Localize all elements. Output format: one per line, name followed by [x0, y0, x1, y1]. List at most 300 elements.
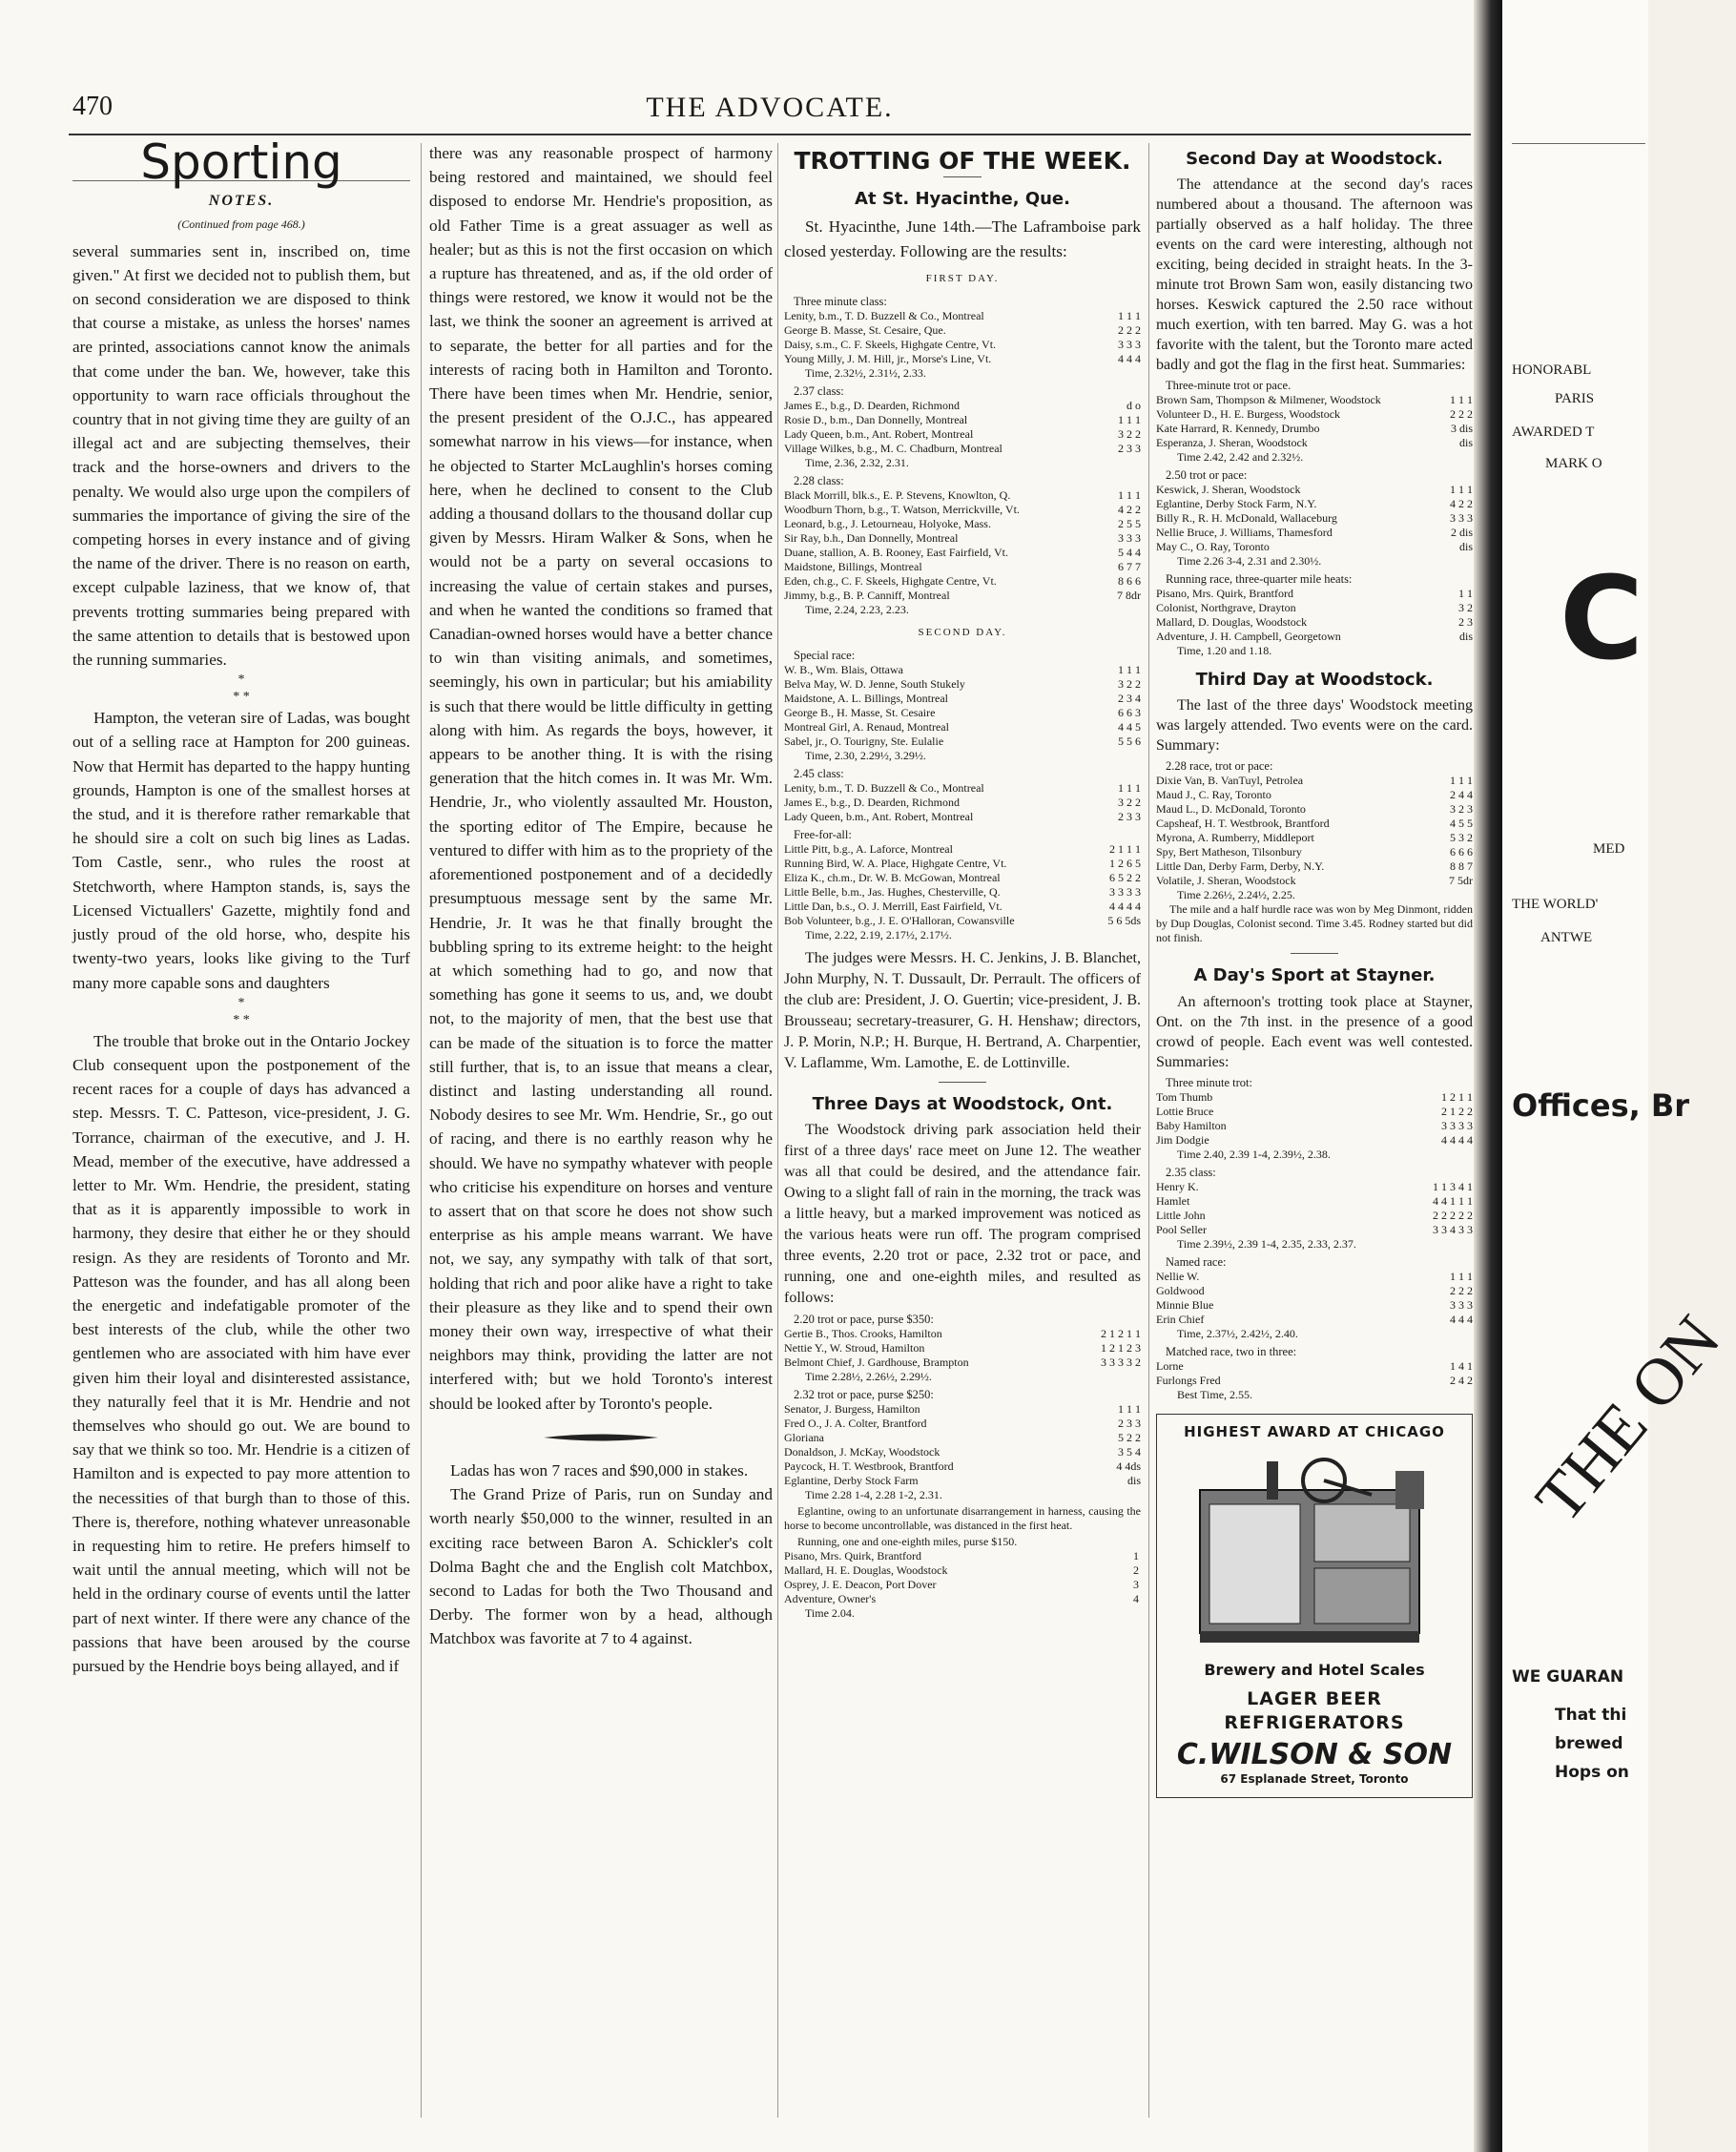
column-divider [777, 143, 778, 2118]
heat-placings: 1 4 1 [1450, 1358, 1473, 1373]
race-time: Time, 2.24, 2.23, 2.23. [805, 603, 909, 617]
race-time: Time 2.26½, 2.24½, 2.25. [1177, 888, 1295, 902]
result-row [784, 735, 1141, 749]
race-time: Time 2.26 3-4, 2.31 and 2.30½. [1177, 554, 1322, 569]
result-row [784, 720, 1141, 735]
result-row [784, 842, 1141, 857]
race-results [784, 1549, 1141, 1606]
heat-placings: 2 1 2 1 1 [1101, 1327, 1141, 1341]
column-divider [421, 143, 422, 2118]
result-row [1156, 1284, 1473, 1298]
heat-placings: 4 4 4 4 [1109, 900, 1141, 914]
facing-text: That thi [1555, 1706, 1627, 1725]
horse-entry: Woodburn Thorn, b.g., T. Watson, Merrickville, Vt. [784, 503, 1020, 517]
heat-placings: 1 1 [1458, 587, 1473, 601]
horse-entry: Young Milly, J. M. Hill, jr., Morse's Line, Vt. [784, 352, 992, 366]
horse-entry: Adventure, J. H. Campbell, Georgetown [1156, 630, 1341, 644]
heat-placings: 3 3 3 3 2 [1101, 1355, 1141, 1370]
result-row [1156, 1133, 1473, 1148]
horse-entry: Little Pitt, b.g., A. Laforce, Montreal [784, 842, 953, 857]
heat-placings: 2 1 2 2 [1441, 1104, 1473, 1118]
result-row [1156, 483, 1473, 497]
result-row [784, 1355, 1141, 1370]
result-row [784, 1549, 1141, 1563]
result-row [1156, 1270, 1473, 1284]
race-class-label: Named race: [1166, 1254, 1227, 1269]
horse-entry: Erin Chief [1156, 1312, 1205, 1326]
race-time: Time, 2.32½, 2.31½, 2.33. [805, 366, 926, 381]
heat-placings: 1 1 1 [1450, 1269, 1473, 1283]
horse-entry: Myrona, A. Rumberry, Middleport [1156, 831, 1314, 845]
race-results [1156, 759, 1473, 902]
result-row [784, 663, 1141, 677]
result-row [1156, 859, 1473, 874]
result-row [1156, 1374, 1473, 1388]
heat-placings: 3 2 2 [1118, 796, 1141, 810]
horse-entry: Volatile, J. Sheran, Woodstock [1156, 874, 1296, 888]
horse-entry: Colonist, Northgrave, Drayton [1156, 601, 1296, 615]
horse-entry: James E., b.g., D. Dearden, Richmond [784, 399, 960, 413]
result-row [784, 309, 1141, 323]
facing-text: AWARDED T [1512, 424, 1595, 440]
horse-entry: Adventure, Owner's [784, 1592, 877, 1606]
heat-placings: 5 2 2 [1118, 1431, 1141, 1445]
article-paragraph: The judges were Messrs. H. C. Jenkins, J. B. Blanchet, John Murphy, N. T. Dussault, Dr. Perrault. The officers of the club are: President, J. O. Guertin; vice-president, J. B. Brousseau; secretary-treasurer, G. H. Henshaw; directors, J. P. Morin, N.P.; H. Burque, H. Bertrand, A. Charpentier, V. Laflamme, Wm. Lamothe, E. de Lottinville. [784, 950, 1141, 1072]
ad-company: C.WILSON & SON [1176, 1738, 1453, 1772]
race-class-label: 2.37 class: [794, 384, 844, 399]
horse-entry: Henry K. [1156, 1179, 1199, 1193]
heat-placings: 8 8 7 [1450, 859, 1473, 874]
heat-placings: 7 5dr [1449, 874, 1473, 888]
first-day-label: FIRST DAY. [925, 272, 1000, 284]
horse-entry: Maidstone, Billings, Montreal [784, 560, 922, 574]
horse-entry: Lorne [1156, 1358, 1184, 1373]
horse-entry: George B. Masse, St. Cesaire, Que. [784, 323, 946, 338]
result-row [784, 574, 1141, 589]
heat-placings: dis [1458, 436, 1473, 450]
horse-entry: Duane, stallion, A. B. Rooney, East Fairfield, Vt. [784, 546, 1008, 560]
heat-placings: dis [1458, 540, 1473, 554]
race-time: Best Time, 2.55. [1177, 1387, 1253, 1401]
page-header [69, 88, 1471, 130]
race-class-label: 2.28 race, trot or pace: [1166, 759, 1273, 774]
race-time: Time 2.04. [805, 1606, 855, 1621]
heat-placings: d o [1126, 399, 1141, 413]
horse-entry: Eglantine, Derby Stock Farm, N.Y. [1156, 497, 1317, 511]
horse-entry: Running Bird, W. A. Place, Highgate Centre, Vt. [784, 857, 1007, 871]
heat-placings: 4 4ds [1116, 1459, 1141, 1474]
heat-placings: 4 2 2 [1118, 503, 1141, 517]
horse-entry: Eglantine, Derby Stock Farm [784, 1474, 919, 1488]
article-paragraph: The Grand Prize of Paris, run on Sunday and worth nearly $50,000 to the winner, resulted in an exciting race between Baron A. Schickler's colt Dolma Baght che and the English colt Matchbox, second to Ladas for both the Two Thousand and Derby. The former won by a head, although Matchbox was favorite at 7 to 4 against. [429, 1485, 773, 1648]
result-row [784, 857, 1141, 871]
result-row [784, 589, 1141, 603]
horse-entry: Little John [1156, 1208, 1206, 1222]
result-row [1156, 788, 1473, 802]
facing-text: MARK O [1545, 456, 1602, 471]
heat-placings: 2 4 2 [1450, 1373, 1473, 1387]
facing-text: THE ON [1521, 1302, 1735, 1537]
result-row [1156, 845, 1473, 859]
trotting-title: TROTTING OF THE WEEK. [794, 147, 1131, 175]
heat-placings: 3 2 2 [1118, 677, 1141, 692]
stayner-heading: A Day's Sport at Stayner. [1193, 965, 1436, 986]
heat-placings: 1 1 1 [1450, 393, 1473, 407]
result-row [1156, 497, 1473, 511]
horse-entry: Pool Seller [1156, 1222, 1207, 1236]
race-note: The mile and a half hurdle race was won by Meg Dinmont, ridden by Dup Douglas, Colonist second. Time 3.45. Rodney started but did not finish. [1156, 902, 1473, 945]
race-time: Time 2.42, 2.42 and 2.32½. [1177, 450, 1304, 465]
heat-placings: 2 4 4 [1450, 788, 1473, 802]
horse-entry: Gertie B., Thos. Crooks, Hamilton [784, 1327, 942, 1341]
horse-entry: Eden, ch.g., C. F. Skeels, Highgate Centre, Vt. [784, 574, 997, 589]
race-class-label: Matched race, two in three: [1166, 1344, 1297, 1358]
horse-entry: Belva May, W. D. Jenne, South Stukely [784, 677, 965, 692]
result-row [784, 338, 1141, 352]
result-row [784, 442, 1141, 456]
result-row [784, 1431, 1141, 1445]
race-class-label: 2.20 trot or pace, purse $350: [794, 1313, 934, 1327]
race-class-label: Three minute class: [794, 295, 887, 309]
result-row [784, 1341, 1141, 1355]
section-title: Sporting [140, 134, 342, 190]
horse-entry: Mallard, H. E. Douglas, Woodstock [784, 1563, 948, 1578]
result-row [1156, 630, 1473, 644]
race-class-label: 2.28 class: [794, 474, 844, 488]
third-day-heading: Third Day at Woodstock. [1195, 670, 1434, 691]
result-row [784, 503, 1141, 517]
horse-entry: Little Dan, b.s., O. J. Merrill, East Fairfield, Vt. [784, 900, 1002, 914]
ad-address: 67 Esplanade Street, Toronto [1220, 1771, 1409, 1786]
horse-entry: Belmont Chief, J. Gardhouse, Brampton [784, 1355, 969, 1370]
heat-placings: dis [1126, 1474, 1141, 1488]
result-row [784, 531, 1141, 546]
horse-entry: Jimmy, b.g., B. P. Canniff, Montreal [784, 589, 950, 603]
article-paragraph: several summaries sent in, inscribed on, time given." At first we decided not to publish them, but on second consideration we are disposed to think that course a mistake, as unless the horses' names are printed, associations cannot know the animals that come under the ban. We, however, take this opportunity to warn race officials throughout the country that in not giving time they are guilty of an illegal act and are subjecting themselves, their track and the horse-owners and drivers to the penalty. We would also urge upon the compilers of summaries the importance of giving the sire of the competing horses in every instance and of giving the name of the driver. There is no reason on earth, except culpable laziness, that we know of, that prevents trotting summaries being prepared with the same attention to details that is bestowed upon the running summaries. [72, 241, 410, 670]
result-row [1156, 511, 1473, 526]
result-row [784, 352, 1141, 366]
result-row [784, 796, 1141, 810]
heat-placings: 1 2 1 2 3 [1101, 1341, 1141, 1355]
horse-entry: Little Dan, Derby Farm, Derby, N.Y. [1156, 859, 1325, 874]
column-trotting [784, 141, 1141, 1621]
race-time: Time, 2.22, 2.19, 2.17½, 2.17½. [805, 928, 952, 942]
result-row [784, 706, 1141, 720]
heat-placings: 2 3 3 [1118, 442, 1141, 456]
article-paragraph: The attendance at the second day's races numbered about a thousand. The afternoon was partially observed as a half holiday. The three events on the card were interesting, although not exciting, being decided in straight heats. In the 3-minute trot Brown Sam won, easily distancing two horses. Keswick captured the 2.50 race without much exertion, with ten barred. May G. was a hot favorite with the talent, but the Toronto mare acted badly and got the flag in the first heat. Summaries: [1156, 176, 1473, 374]
horse-entry: Lenity, b.m., T. D. Buzzell & Co., Montreal [784, 781, 984, 796]
heat-placings: 8 6 6 [1118, 574, 1141, 589]
horse-entry: Furlongs Fred [1156, 1373, 1221, 1387]
result-row [784, 1445, 1141, 1459]
article-paragraph: The last of the three days' Woodstock meeting was largely attended. Two events were on the card. Summary: [1156, 697, 1473, 755]
result-row [1156, 1298, 1473, 1313]
horse-entry: Little Belle, b.m., Jas. Hughes, Chesterville, Q. [784, 885, 1001, 900]
ad-line1: Brewery and Hotel Scales [1204, 1660, 1425, 1679]
result-row [1156, 393, 1473, 407]
result-row [784, 692, 1141, 706]
race-time: Time 2.40, 2.39 1-4, 2.39½, 2.38. [1177, 1147, 1331, 1161]
separator-asterisks: * * * [233, 672, 250, 705]
horse-entry: Gloriana [784, 1431, 824, 1445]
horse-entry: Capsheaf, H. T. Westbrook, Brantford [1156, 817, 1330, 831]
heat-placings: 2 3 3 [1118, 810, 1141, 824]
heat-placings: dis [1458, 630, 1473, 644]
facing-text: HONORABL [1512, 362, 1592, 378]
horse-entry: Sabel, jr., O. Tourigny, Ste. Eulalie [784, 735, 944, 749]
result-row [784, 885, 1141, 900]
heat-placings: 2 3 3 [1118, 1417, 1141, 1431]
heat-placings: 4 4 4 [1450, 1312, 1473, 1326]
horse-entry: Nellie W. [1156, 1269, 1200, 1283]
result-row [784, 399, 1141, 413]
horse-entry: Senator, J. Burgess, Hamilton [784, 1402, 920, 1417]
horse-entry: Nettie Y., W. Stroud, Hamilton [784, 1341, 925, 1355]
horse-entry: Jim Dodgie [1156, 1132, 1209, 1147]
horse-entry: Leonard, b.g., J. Letourneau, Holyoke, Mass. [784, 517, 991, 531]
horse-entry: Nellie Bruce, J. Williams, Thamesford [1156, 526, 1333, 540]
race-class-label: Free-for-all: [794, 828, 852, 842]
result-row [1156, 817, 1473, 831]
race-class-label: 2.45 class: [794, 767, 844, 781]
race-class-label: Three-minute trot or pace. [1166, 379, 1292, 393]
result-row [784, 1592, 1141, 1606]
heat-placings: 5 3 2 [1450, 831, 1473, 845]
heat-placings: 3 dis [1450, 422, 1473, 436]
heat-placings: 4 4 4 [1118, 352, 1141, 366]
column-divider [1148, 143, 1149, 2118]
heat-placings: 3 5 4 [1118, 1445, 1141, 1459]
horse-entry: Lady Queen, b.m., Ant. Robert, Montreal [784, 810, 974, 824]
ornament-divider [429, 1425, 773, 1449]
heat-placings: 1 1 1 [1118, 413, 1141, 427]
result-row [1156, 615, 1473, 630]
result-row [1156, 774, 1473, 788]
heat-placings: 5 5 6 [1118, 735, 1141, 749]
heat-placings: 6 6 6 [1450, 845, 1473, 859]
heat-placings: 1 1 1 [1118, 663, 1141, 677]
race-class-label: 2.50 trot or pace: [1166, 468, 1248, 483]
heat-placings: 1 1 1 [1118, 1402, 1141, 1417]
result-row [1156, 831, 1473, 845]
heat-placings: 1 1 3 4 1 [1433, 1179, 1473, 1193]
ad-headline: HIGHEST AWARD AT CHICAGO [1184, 1422, 1445, 1440]
race-results [1156, 379, 1473, 658]
continued-note: (Continued from page 468.) [177, 217, 305, 232]
race-note: Eglantine, owing to an unfortunate disarrangement in harness, causing the horse to become uncontrollable, was distanced in the first heat. [784, 1504, 1141, 1533]
horse-entry: Mallard, D. Douglas, Woodstock [1156, 615, 1308, 630]
facing-text: Hops on [1555, 1763, 1629, 1782]
race-note: Running, one and one-eighth miles, purse $150. [797, 1535, 1018, 1549]
result-row [1156, 1209, 1473, 1223]
horse-entry: George B., H. Masse, St. Cesaire [784, 706, 936, 720]
horse-entry: Paycock, H. T. Westbrook, Brantford [784, 1459, 954, 1474]
race-results [784, 1313, 1141, 1502]
horse-entry: Village Wilkes, b.g., M. C. Chadburn, Montreal [784, 442, 1002, 456]
result-row [1156, 802, 1473, 817]
horse-entry: Tom Thumb [1156, 1089, 1213, 1104]
result-row [784, 1417, 1141, 1431]
race-class-label: 2.35 class: [1166, 1165, 1216, 1179]
horse-entry: Black Morrill, blk.s., E. P. Stevens, Knowlton, Q. [784, 488, 1011, 503]
facing-text: PARIS [1555, 391, 1595, 406]
result-row [784, 810, 1141, 824]
heat-placings: 2 3 4 [1118, 692, 1141, 706]
result-row [784, 1459, 1141, 1474]
horse-entry: Maud J., C. Ray, Toronto [1156, 788, 1271, 802]
book-gutter [1474, 0, 1502, 2152]
race-time: Time 2.28½, 2.26½, 2.29½. [805, 1370, 932, 1384]
publication-title: THE ADVOCATE. [646, 92, 894, 123]
heat-placings: 2 2 2 2 2 [1433, 1208, 1473, 1222]
result-row [1156, 1359, 1473, 1374]
result-row [1156, 540, 1473, 554]
facing-text: Offices, Br [1512, 1087, 1690, 1124]
result-row [784, 900, 1141, 914]
horse-entry: Goldwood [1156, 1283, 1205, 1297]
heat-placings: 3 3 4 3 3 [1433, 1222, 1473, 1236]
facing-text: THE WORLD' [1512, 897, 1599, 912]
article-paragraph: there was any reasonable prospect of harmony being restored and maintained, we should feel disposed to endorse Mr. Hendrie's proposition, as old Father Time is a great assuager as well as healer; but as this is not the first occasion on which a rupture has threatened, and as, if the old order of things were restored, we know it would not be the last, we think the sooner an agreement is arrived at to separate, the better for all parties and for the interests of racing both in Hamilton and Toronto. There have been times when Mr. Hendrie, senior, the present president of the O.J.C., has appeared somewhat narrow in his views—for instance, when he objected to Starter McLaughlin's horses coming here, when he declined to consent to the Club adding a thousand dollars to the thousand dollar cup given by Messrs. Hiram Walker & Sons, when he would not be a party on several occasions to increasing the value of certain stakes and purses, and when he wanted the conditions so framed that Canadian-owned horses would have a better chance to win than visiting animals, and sometimes, seemingly, his own in particular; but his amiability is such that there would be little difficulty in getting along with him. As regards the boys, however, it appears to be another thing. It is with the rising generation that the hitch comes in. It was Mr. Wm. Hendrie, Jr., who violently assaulted Mr. Houston, the sporting editor of The Empire, because he ventured to differ with him as to the propriety of the aforementioned postponement and of a decidedly presumptuous message sent by the same Mr. Hendrie, Jr. It was he that finally brought the bubbling spring to its extreme height: to the height at which something had to go, and now that something has gone it seems to us, and, we doubt not, to the majority of men, that the best use that can be made of the situation is to force the matter still further, that is, to an issue that means a clear, distinct and lasting understanding all round. Nobody desires to see Mr. Wm. Hendrie, Sr., go out of racing, and there is no earthly reason why he should. We have no sympathy whatever with people who criticise his expenditure on horses and venture to assert that on that score he does not show such enterprise as his ample means warrant. We have not, we say, any sympathy with talk of that sort, holding that rich and poor alike have a right to take their pleasure as they like and to spend their own money their own way, irrespective of what their neighbors may think, providing the latter are not interfered with; but we hold Toronto's interest should be looked after by Toronto's people. [429, 144, 773, 1413]
horse-entry: W. B., Wm. Blais, Ottawa [784, 663, 903, 677]
article-paragraph: Hampton, the veteran sire of Ladas, was bought out of a selling race at Hampton for 200 guineas. Now that Hermit has departed to the happy hunting grounds, Hampton is one of the smallest horses at the stud, and it is therefore rather remarkable that he should sire a colt on such big lines as Ladas. Tom Castle, senr., who rules the roost at Stetchworth, where Hampton stands, is, says the Licensed Victuallers' Gazette, mightily fond and justly proud of the old horse, who, despite his twenty-two years, looks like giving to the Turf many more capable sons and daughters [72, 709, 410, 992]
heat-placings: 2 2 2 [1450, 407, 1473, 422]
heat-placings: 1 1 1 [1450, 483, 1473, 497]
horse-entry: Baby Hamilton [1156, 1118, 1227, 1132]
result-row [784, 488, 1141, 503]
result-row [1156, 601, 1473, 615]
horse-entry: Pisano, Mrs. Quirk, Brantford [784, 1549, 921, 1563]
result-row [784, 546, 1141, 560]
result-row [784, 413, 1141, 427]
horse-entry: James E., b.g., D. Dearden, Richmond [784, 796, 960, 810]
heat-placings: 3 2 2 [1118, 427, 1141, 442]
heat-placings: 1 1 1 [1118, 781, 1141, 796]
heat-placings: 4 [1133, 1592, 1139, 1606]
page-number: 470 [72, 92, 113, 121]
column-editorial [429, 141, 773, 1651]
race-time: Time 2.39½, 2.39 1-4, 2.35, 2.33, 2.37. [1177, 1236, 1356, 1251]
horse-entry: Lady Queen, b.m., Ant. Robert, Montreal [784, 427, 974, 442]
result-row [784, 517, 1141, 531]
ad-line2: LAGER BEER REFRIGERATORS [1224, 1688, 1405, 1734]
article-paragraph: The trouble that broke out in the Ontario Jockey Club consequent upon the postponement of the recent races for a couple of days has advanced a step. Messrs. T. C. Patteson, vice-president, J. G. Torrance, chairman of the executive, and J. H. Mead, member of the executive, have addressed a letter to Mr. Wm. Hendrie, the president, stating that as it is apparently impossible to work in harmony, they desire that either he or they should resign. As they are residents of Toronto and Mr. Patteson was the founder, and has all along been the energetic and indefatigable promoter of the best interests of the club, while the other two gentlemen who are associated with him have ever given him their loyal and disinterested assistance, they naturally feel that it is Mr. Hendrie and not themselves who should go out. We are bound to say that we think so too. Mr. Hendrie is a citizen of Hamilton and is expected to pay more attention to the necessities of that burgh than to those of this. There is, therefore, nothing whatever unreasonable in requesting him to retire. He prefers himself to wait until the annual meeting, which will not be held in the ordinary course of events until the latter part of next winter. If there were any chance of the passions that have been aroused by the course pursued by the Hendrie boys being allayed, and if [72, 1031, 410, 1675]
result-row [1156, 1090, 1473, 1105]
horse-entry: Daisy, s.m., C. F. Skeels, Highgate Centre, Vt. [784, 338, 997, 352]
race-time: Time, 2.37½, 2.42½, 2.40. [1177, 1326, 1298, 1340]
result-row [1156, 1223, 1473, 1237]
facing-text: MED [1593, 841, 1625, 857]
facing-text: ANTWE [1540, 930, 1593, 945]
result-row [784, 323, 1141, 338]
race-time: Time 2.28 1-4, 2.28 1-2, 2.31. [805, 1488, 942, 1502]
second-day-heading: Second Day at Woodstock. [1186, 149, 1443, 169]
horse-entry: Pisano, Mrs. Quirk, Brantford [1156, 587, 1293, 601]
result-row [784, 1327, 1141, 1341]
result-row [1156, 1313, 1473, 1327]
article-paragraph: Ladas has won 7 races and $90,000 in stakes. [450, 1460, 749, 1480]
race-time: Time, 1.20 and 1.18. [1177, 644, 1272, 658]
separator-asterisks: * * * [233, 995, 250, 1027]
result-row [784, 427, 1141, 442]
heat-placings: 4 5 5 [1450, 817, 1473, 831]
horse-entry: Maud L., D. McDonald, Toronto [1156, 802, 1306, 817]
result-row [1156, 874, 1473, 888]
horse-entry: Lenity, b.m., T. D. Buzzell & Co., Montreal [784, 309, 984, 323]
result-row [784, 560, 1141, 574]
heat-placings: 1 [1133, 1549, 1139, 1563]
notes-heading: NOTES. [208, 193, 275, 210]
race-class-label: Special race: [794, 649, 856, 663]
result-row [1156, 1194, 1473, 1209]
heat-placings: 3 3 3 [1118, 531, 1141, 546]
horse-entry: Osprey, J. E. Deacon, Port Dover [784, 1578, 937, 1592]
heat-placings: 4 4 1 1 1 [1433, 1193, 1473, 1208]
refrigerator-illustration [1181, 1452, 1448, 1652]
heat-placings: 4 4 4 4 [1441, 1132, 1473, 1147]
facing-text: brewed [1555, 1734, 1623, 1753]
heat-placings: 6 6 3 [1118, 706, 1141, 720]
heat-placings: 2 1 1 1 [1109, 842, 1141, 857]
heat-placings: 4 4 5 [1118, 720, 1141, 735]
horse-entry: Sir Ray, b.h., Dan Donnelly, Montreal [784, 531, 959, 546]
article-paragraph: The Woodstock driving park association held their first of a three days' race meet on June 12. The weather was all that could be desired, and the attendance fair. Owing to a slight fall of rain in the morning, the track was a little heavy, but a marked improvement was noticed as the various heats were run off. The program comprised three events, 2.20 trot or pace, 2.32 trot or pace, and running, one and one-eighth miles, and resulted as follows: [784, 1122, 1141, 1307]
result-row [784, 781, 1141, 796]
horse-entry: Fred O., J. A. Colter, Brantford [784, 1417, 927, 1431]
wilson-advertisement [1156, 1414, 1473, 1798]
heat-placings: 2 2 2 [1450, 1283, 1473, 1297]
result-row [1156, 1105, 1473, 1119]
heat-placings: 6 5 2 2 [1109, 871, 1141, 885]
horse-entry: Eliza K., ch.m., Dr. W. B. McGowan, Montreal [784, 871, 1001, 885]
horse-entry: Brown Sam, Thompson & Milmener, Woodstock [1156, 393, 1381, 407]
heat-placings: 3 [1133, 1578, 1139, 1592]
result-row [784, 914, 1141, 928]
horse-entry: May C., O. Ray, Toronto [1156, 540, 1270, 554]
heat-placings: 1 1 1 [1118, 309, 1141, 323]
heat-placings: 3 3 3 3 [1441, 1118, 1473, 1132]
result-row [1156, 422, 1473, 436]
column-sporting [72, 134, 410, 1678]
horse-entry: Bob Volunteer, b.g., J. E. O'Halloran, Cowansville [784, 914, 1015, 928]
race-results [1156, 1076, 1473, 1402]
result-row [1156, 436, 1473, 450]
horse-entry: Esperanza, J. Sheran, Woodstock [1156, 436, 1308, 450]
race-class-label: Three minute trot: [1166, 1075, 1252, 1089]
race-results [784, 295, 1141, 617]
facing-page-fragment [1502, 0, 1735, 2152]
horse-entry: Montreal Girl, A. Renaud, Montreal [784, 720, 949, 735]
result-row [784, 677, 1141, 692]
horse-entry: Lottie Bruce [1156, 1104, 1214, 1118]
heat-placings: 2 2 2 [1118, 323, 1141, 338]
result-row [1156, 526, 1473, 540]
horse-entry: Keswick, J. Sheran, Woodstock [1156, 483, 1301, 497]
result-row [1156, 587, 1473, 601]
result-row [784, 1563, 1141, 1578]
heat-placings: 3 3 3 3 [1109, 885, 1141, 900]
heat-placings: 5 6 5ds [1107, 914, 1141, 928]
facing-text: C [1560, 553, 1644, 686]
column-woodstock [1156, 141, 1473, 1798]
horse-entry: Donaldson, J. McKay, Woodstock [784, 1445, 940, 1459]
heat-placings: 5 4 4 [1118, 546, 1141, 560]
horse-entry: Billy R., R. H. McDonald, Wallaceburg [1156, 511, 1337, 526]
heat-placings: 6 7 7 [1118, 560, 1141, 574]
heat-placings: 1 2 6 5 [1109, 857, 1141, 871]
heat-placings: 2 3 [1458, 615, 1473, 630]
heat-placings: 7 8dr [1117, 589, 1141, 603]
